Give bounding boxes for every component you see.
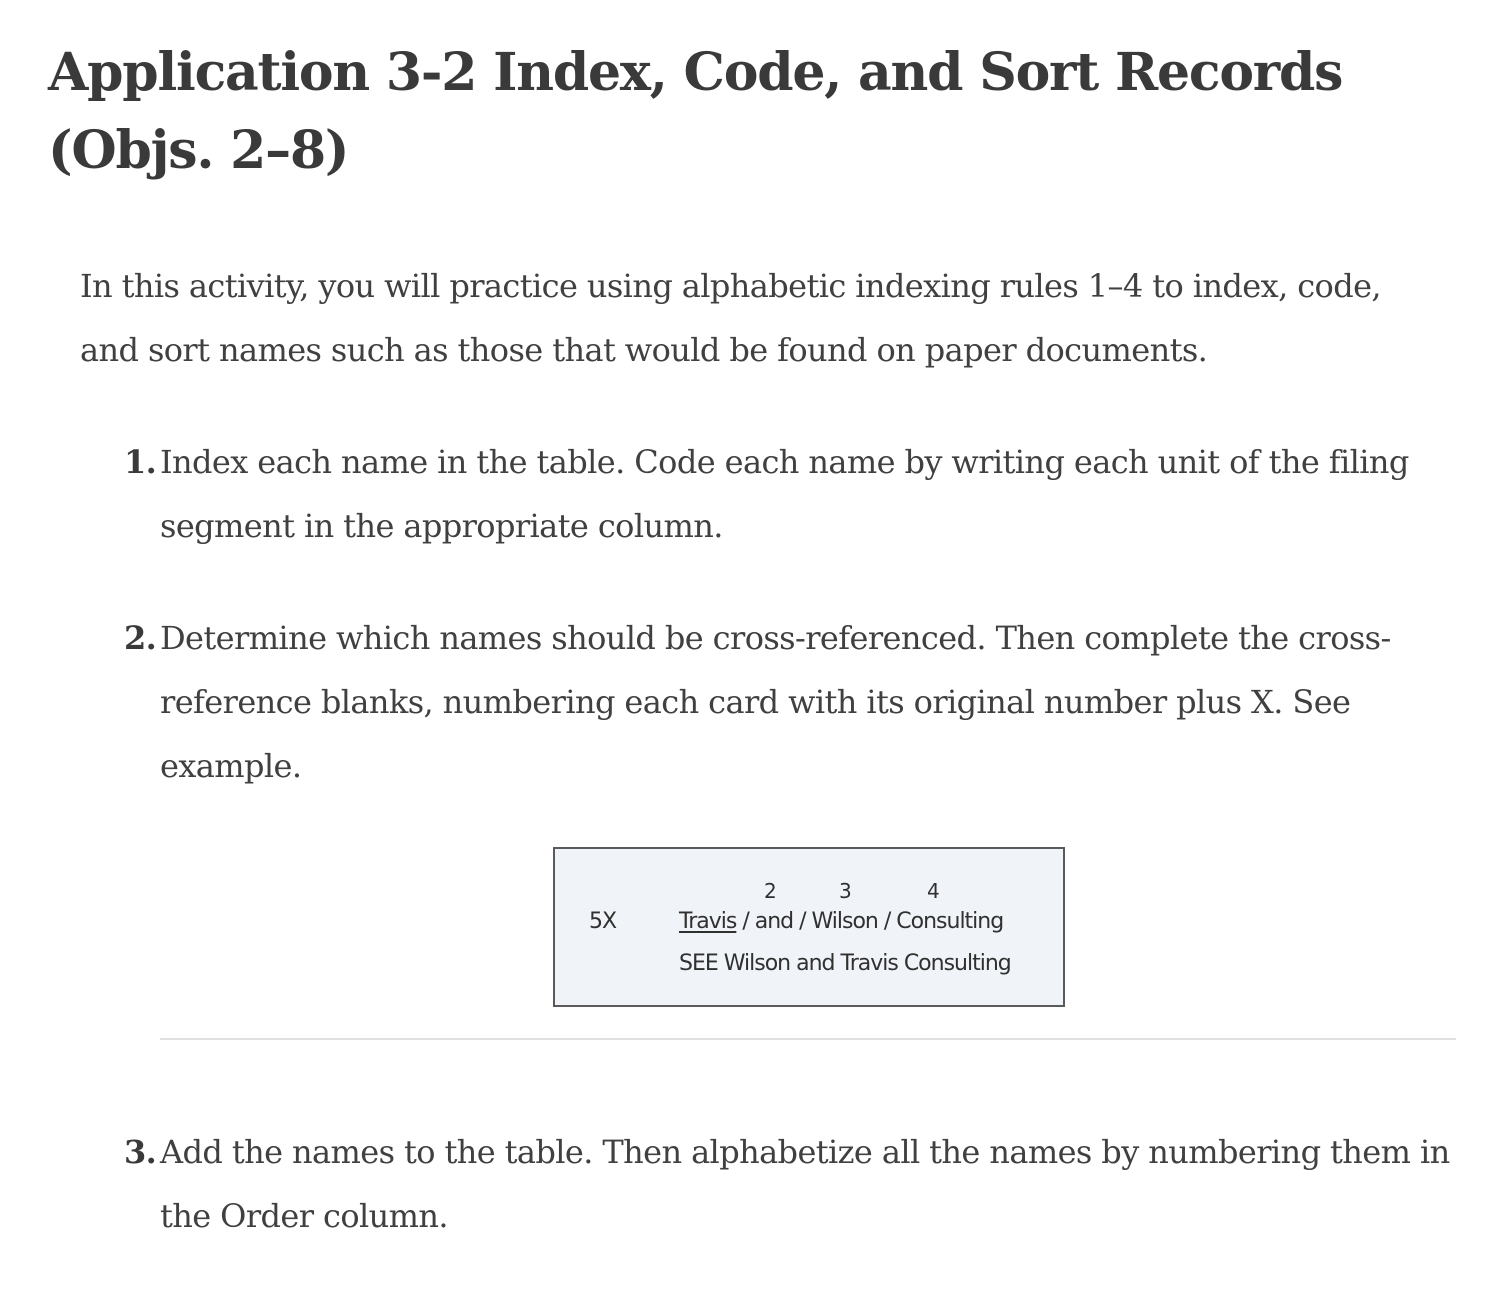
step-number: 2.	[124, 619, 157, 657]
remaining-units: / and / Wilson / Consulting	[736, 909, 1004, 934]
step-number: 3.	[124, 1133, 157, 1171]
step-text: Determine which names should be cross-referenced. Then complete the cross-reference blanks, numbering each card with its original number plus X. See example.	[160, 619, 1391, 785]
divider	[160, 1038, 1456, 1040]
step-text: Add the names to the table. Then alphabetize all the names by numbering them in the Order column.	[160, 1133, 1450, 1235]
step-1	[124, 430, 1450, 558]
step-3	[124, 1120, 1450, 1248]
coded-filing-segment	[679, 909, 1003, 934]
see-reference: SEE Wilson and Travis Consulting	[679, 951, 1011, 976]
step-text: Index each name in the table. Code each name by writing each unit of the filing segment in the appropriate column.	[160, 443, 1409, 545]
unit-number-label: 3	[839, 879, 851, 903]
intro-paragraph: In this activity, you will practice using alphabetic indexing rules 1–4 to index, code, and sort names such as those that would be found on paper documents.	[80, 267, 1381, 369]
page-title: Application 3-2 Index, Code, and Sort Records (Objs. 2–8)	[48, 42, 1343, 181]
unit-number-label: 2	[764, 879, 776, 903]
card-number: 5X	[589, 909, 617, 934]
key-unit: Travis	[679, 909, 737, 934]
step-number: 1.	[124, 443, 157, 481]
unit-number-label: 4	[927, 879, 939, 903]
step-2	[124, 606, 1450, 798]
cross-reference-example-card	[553, 847, 1065, 1007]
